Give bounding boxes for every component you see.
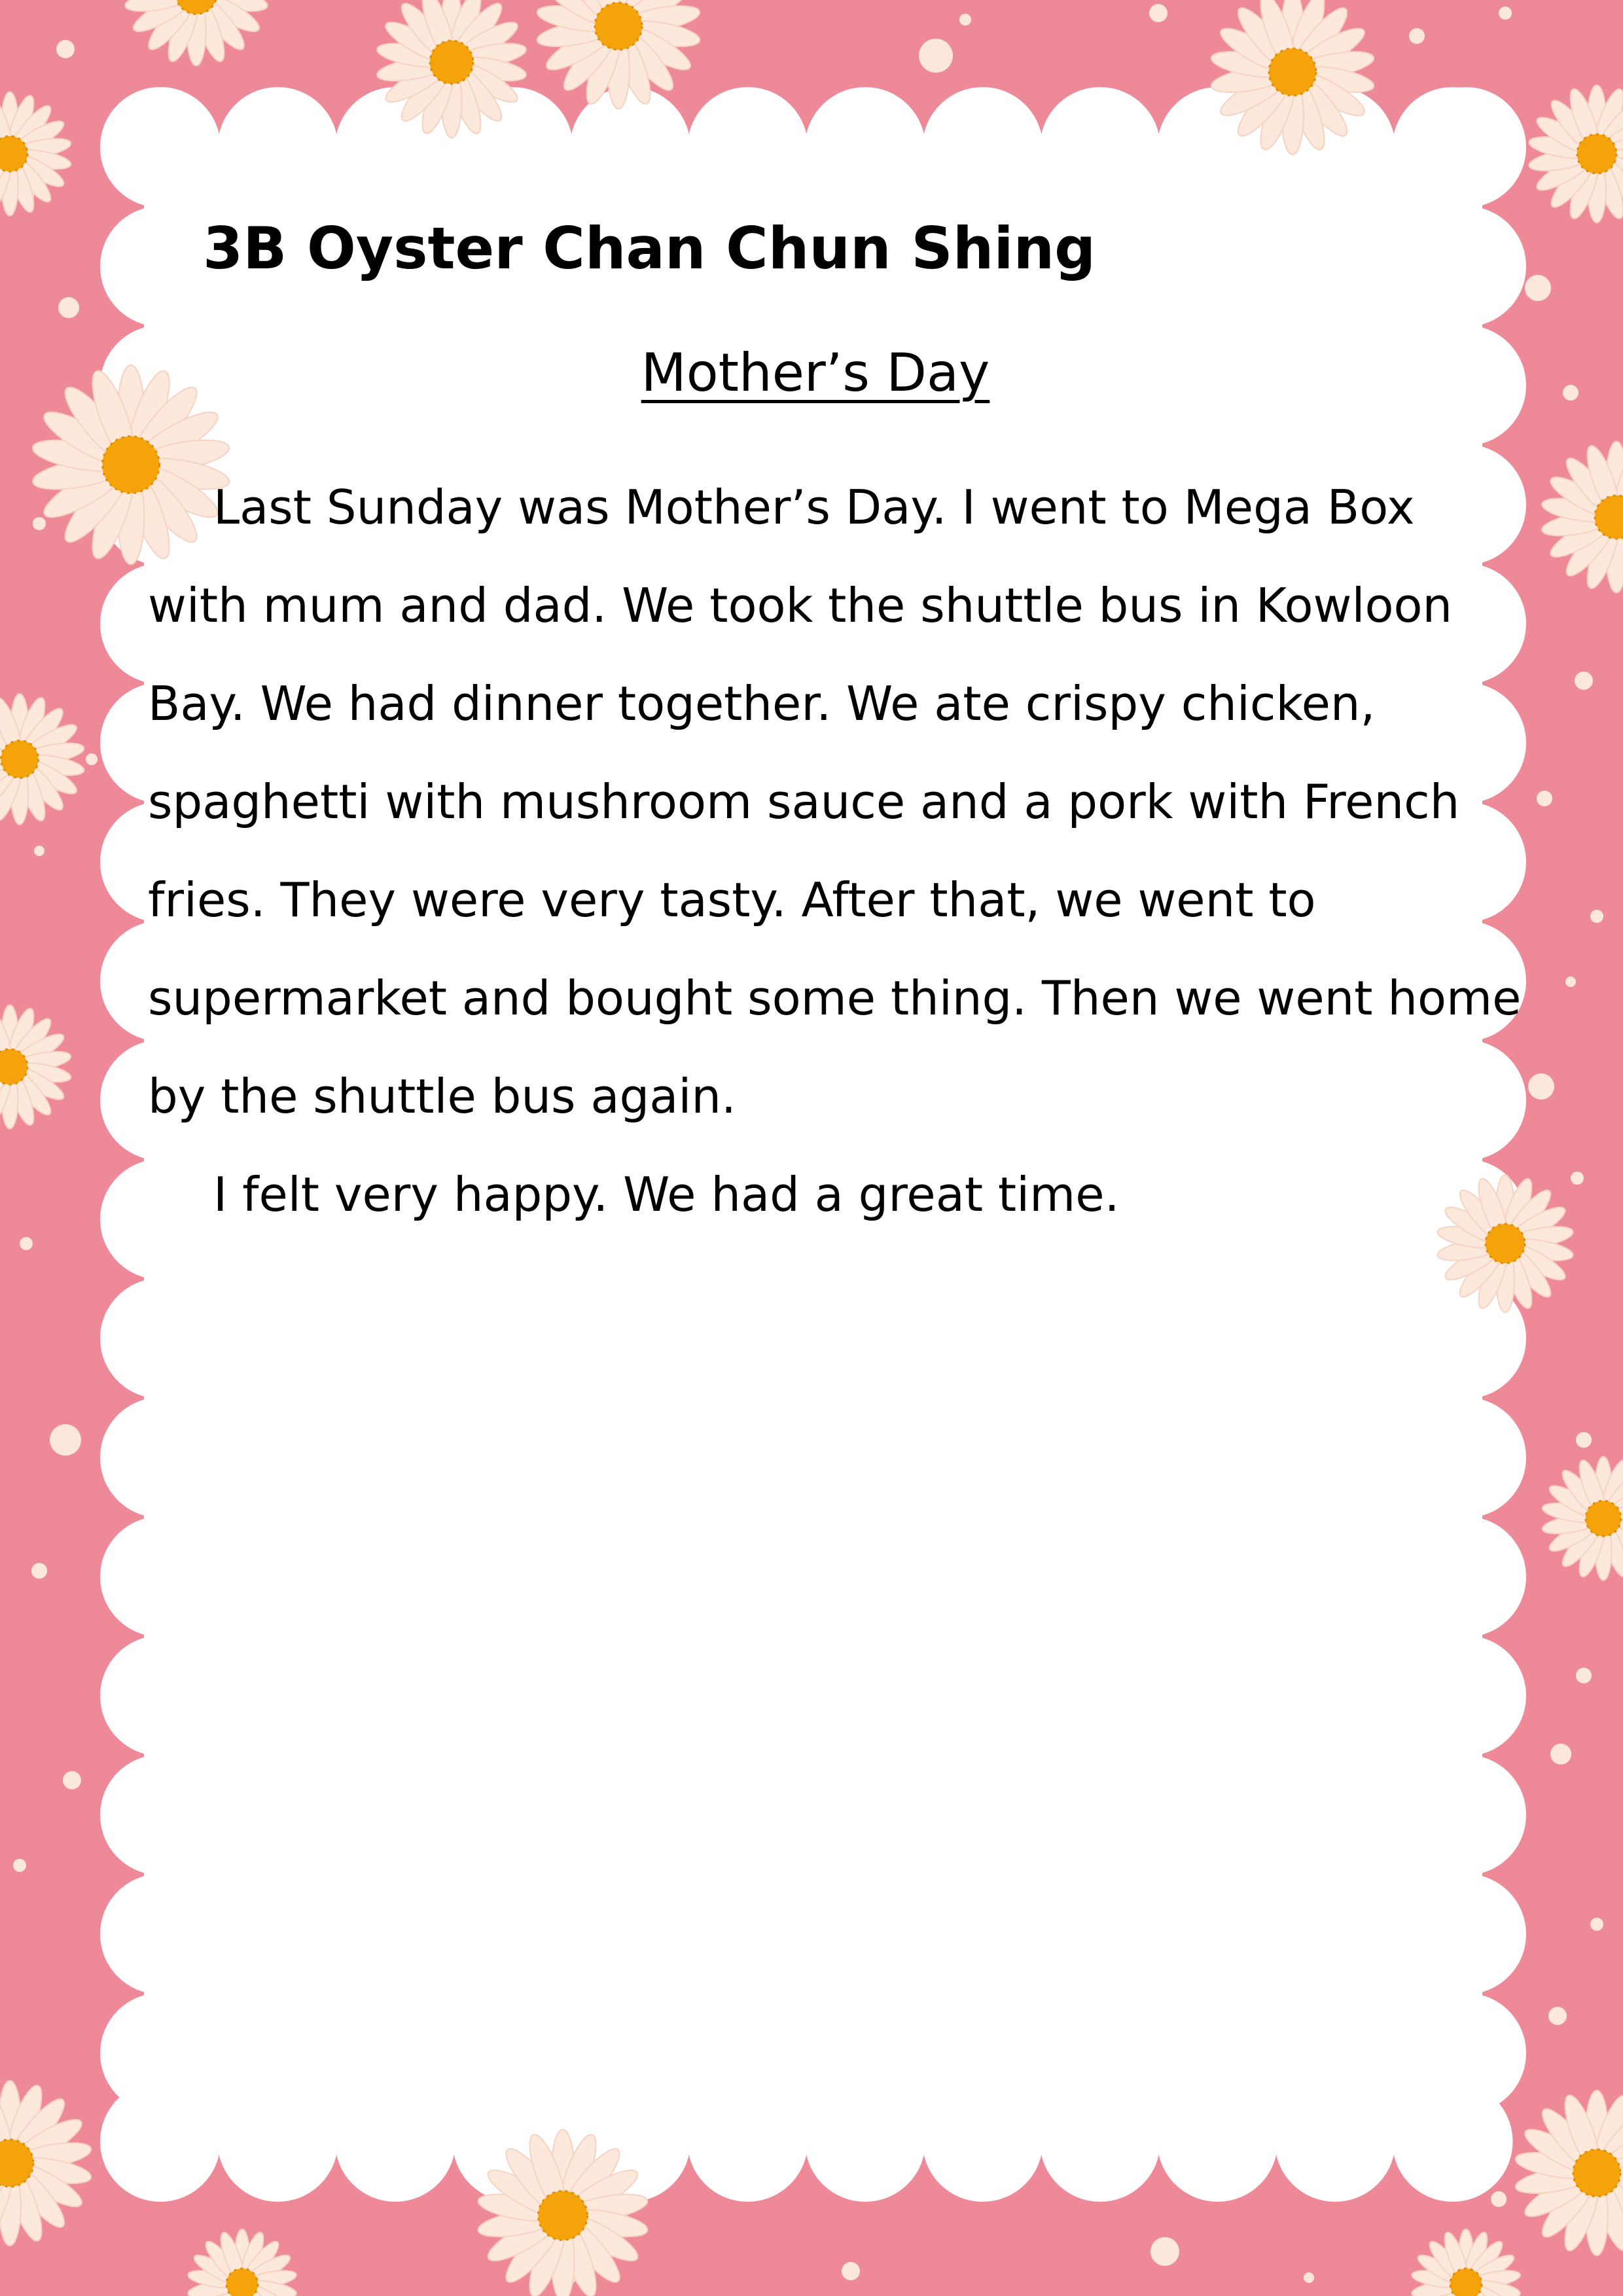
essay-line: Bay. We had dinner together. We ate crispy chicken, xyxy=(148,676,1376,731)
essay-title: Mother’s Day xyxy=(641,342,990,403)
essay-line: by the shuttle bus again. xyxy=(148,1069,736,1124)
essay-line: supermarket and bought some thing. Then we went home xyxy=(148,971,1522,1026)
essay-body xyxy=(148,458,1522,1244)
essay-line: fries. They were very tasty. After that, we went to xyxy=(148,872,1316,927)
essay-line: Last Sunday was Mother’s Day. I went to Mega Box xyxy=(213,480,1415,535)
essay-line: spaghetti with mushroom sauce and a pork with French xyxy=(148,774,1460,829)
essay-line: I felt very happy. We had a great time. xyxy=(213,1167,1120,1222)
student-name: 3B Oyster Chan Chun Shing xyxy=(203,215,1096,282)
essay-line: with mum and dad. We took the shuttle bus in Kowloon xyxy=(148,578,1453,633)
